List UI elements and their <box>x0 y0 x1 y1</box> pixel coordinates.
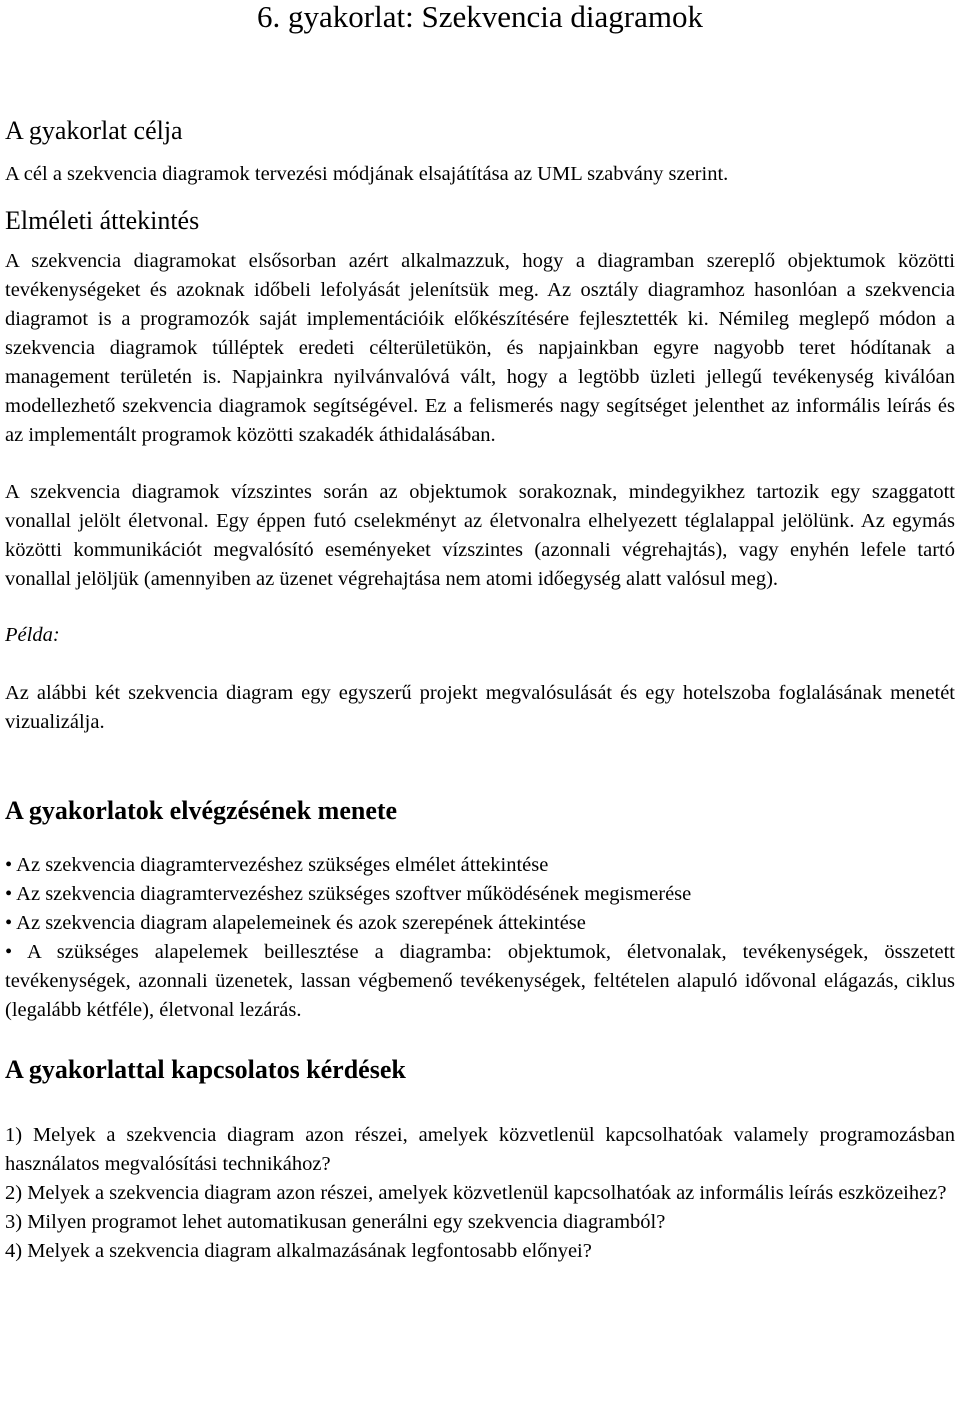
example-text: Az alábbi két szekvencia diagram egy egyszerű projekt megvalósulását és egy hotelszoba foglalásának menetét vizualizálja. <box>5 682 955 733</box>
question-item: 1) Melyek a szekvencia diagram azon részei, amelyek közvetlenül kapcsolhatóak valamely programozásban használatos megvalósítási technikához? <box>5 1124 955 1175</box>
list-item: • Az szekvencia diagram alapelemeinek és azok szerepének áttekintése <box>5 912 586 934</box>
heading-aim: A gyakorlat célja <box>5 116 183 145</box>
heading-theory: Elméleti áttekintés <box>5 206 200 235</box>
list-item: • Az szekvencia diagramtervezéshez szükséges szoftver működésének megismerése <box>5 883 692 905</box>
heading-questions: A gyakorlattal kapcsolatos kérdések <box>5 1055 406 1084</box>
question-item: 4) Melyek a szekvencia diagram alkalmazásának legfontosabb előnyei? <box>5 1240 592 1262</box>
steps-list <box>5 851 955 1025</box>
heading-steps: A gyakorlatok elvégzésének menete <box>5 796 398 825</box>
question-item: 2) Melyek a szekvencia diagram azon részei, amelyek közvetlenül kapcsolhatóak az informális leírás eszközeihez? <box>5 1182 947 1204</box>
theory-paragraph-1: A szekvencia diagramokat elsősorban azért alkalmazzuk, hogy a diagramban szereplő objektumok közötti tevékenységeket és azoknak időbeli lefolyását jelenítsük meg. Az osztály diagramhoz hasonlóan a szekvencia diagramot is a programozók saját implementációik előkészítésére fejlesztették ki. Némileg meglepő módon a szekvencia diagramok túlléptek eredeti célterületükön, és napjainkban egyre nagyobb teret hódítanak a management területén is. Napjainkra nyilvánvalóvá vált, hogy a legtöbb üzleti jellegű tevékenység kiválóan modellezhető szekvencia diagramok segítségével. Ez a felismerés nagy segítséget jelenthet az informális leírás és az implementált programok közötti szakadék áthidalásában. <box>5 250 955 446</box>
theory-paragraph-2: A szekvencia diagramok vízszintes során az objektumok sorakoznak, mindegyikhez tartozik egy szaggatott vonallal jelölt életvonal. Egy éppen futó cselekményt az életvonalra elhelyezett téglalappal jelölünk. Az egymás közötti kommunikációt megvalósító eseményeket vízszintes (azonnali végrehajtás), vagy enyhén lefele tartó vonallal jelöljük (amennyiben az üzenet végrehajtása nem atomi időegység alatt valósul meg). <box>5 481 955 590</box>
page-title: 6. gyakorlat: Szekvencia diagramok <box>257 0 703 34</box>
document-page <box>5 0 955 1266</box>
questions-list <box>5 1121 955 1266</box>
question-item: 3) Milyen programot lehet automatikusan generálni egy szekvencia diagramból? <box>5 1211 666 1233</box>
list-item: • A szükséges alapelemek beillesztése a diagramba: objektumok, életvonalak, tevékenységek, összetett tevékenységek, azonnali üzenetek, lassan végbemenő tevékenységek, feltételen alapuló idővonal elágazás, ciklus (legalább kétféle), életvonal lezárás. <box>5 941 955 1021</box>
list-item: • Az szekvencia diagramtervezéshez szükséges elmélet áttekintése <box>5 854 549 876</box>
example-label: Példa: <box>5 624 60 646</box>
aim-text: A cél a szekvencia diagramok tervezési módjának elsajátítása az UML szabvány szerint. <box>5 163 729 185</box>
